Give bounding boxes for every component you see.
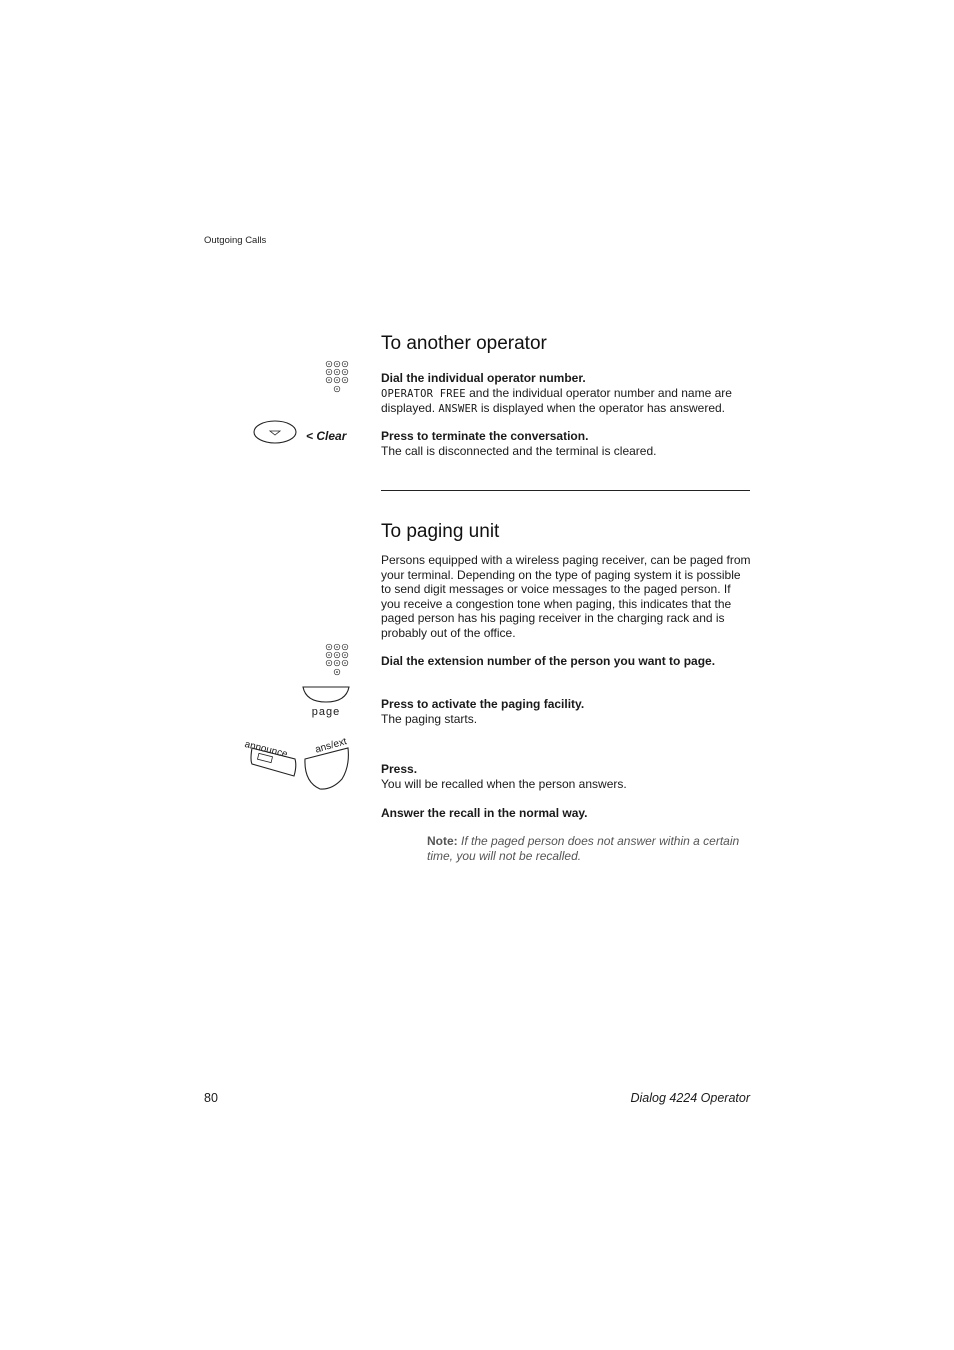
paging-intro: Persons equipped with a wireless paging receiver, can be paged from your terminal. Depending on the type of paging system it is possible to send digit messages or voice messages to the paged person. If you receive a congestion tone when paging, this indicates that the paged person has his paging receiver in the charging rack and is probably out of the office. bbox=[381, 553, 751, 640]
step-dial-extension bbox=[381, 654, 753, 669]
display-text-answer: ANSWER bbox=[438, 403, 478, 415]
ans-ext-key-label: ans/ext bbox=[314, 736, 349, 756]
step-press bbox=[381, 762, 753, 791]
running-head: Outgoing Calls bbox=[204, 235, 267, 246]
product-name: Dialog 4224 Operator bbox=[630, 1091, 750, 1105]
step-desc bbox=[381, 386, 753, 417]
announce-key-label: announce bbox=[243, 739, 289, 761]
clear-key-icon[interactable] bbox=[253, 420, 299, 446]
step-lead: Press to terminate the conversation. bbox=[381, 429, 589, 443]
step-answer-recall bbox=[381, 806, 753, 821]
keypad-icon bbox=[325, 360, 351, 396]
page-key-label: page bbox=[311, 706, 341, 718]
note bbox=[427, 834, 753, 863]
section-divider bbox=[381, 490, 750, 491]
note-label: Note: bbox=[427, 834, 458, 848]
step-lead: Answer the recall in the normal way. bbox=[381, 806, 588, 820]
step-desc: The paging starts. bbox=[381, 711, 478, 726]
section-title-paging-unit: To paging unit bbox=[381, 521, 500, 542]
note-text: If the paged person does not answer within a certain time, you will not be recalled. bbox=[427, 834, 740, 863]
step-dial-operator bbox=[381, 371, 753, 417]
step-terminate bbox=[381, 429, 753, 458]
step-desc: You will be recalled when the person answers. bbox=[381, 776, 627, 791]
keypad-icon bbox=[325, 643, 351, 679]
clear-key-label: < Clear bbox=[306, 429, 347, 443]
section-title-another-operator: To another operator bbox=[381, 333, 547, 354]
step-lead: Dial the individual operator number. bbox=[381, 371, 586, 385]
display-text-operator-free: OPERATOR FREE bbox=[381, 387, 466, 400]
announce-key-icon[interactable] bbox=[249, 746, 299, 778]
desc-text: is displayed when the operator has answered. bbox=[477, 401, 725, 415]
step-activate-paging bbox=[381, 697, 753, 726]
desc-text: and the individual operator number and name are displayed. bbox=[381, 385, 732, 415]
step-lead: Press. bbox=[381, 762, 418, 776]
step-lead: Dial the extension number of the person you want to page. bbox=[381, 654, 716, 668]
step-desc: The call is disconnected and the terminal is cleared. bbox=[381, 443, 657, 458]
page-key-icon[interactable] bbox=[302, 686, 350, 704]
page-number: 80 bbox=[204, 1091, 218, 1105]
ans-ext-key-icon[interactable] bbox=[302, 746, 352, 792]
step-lead: Press to activate the paging facility. bbox=[381, 697, 585, 711]
